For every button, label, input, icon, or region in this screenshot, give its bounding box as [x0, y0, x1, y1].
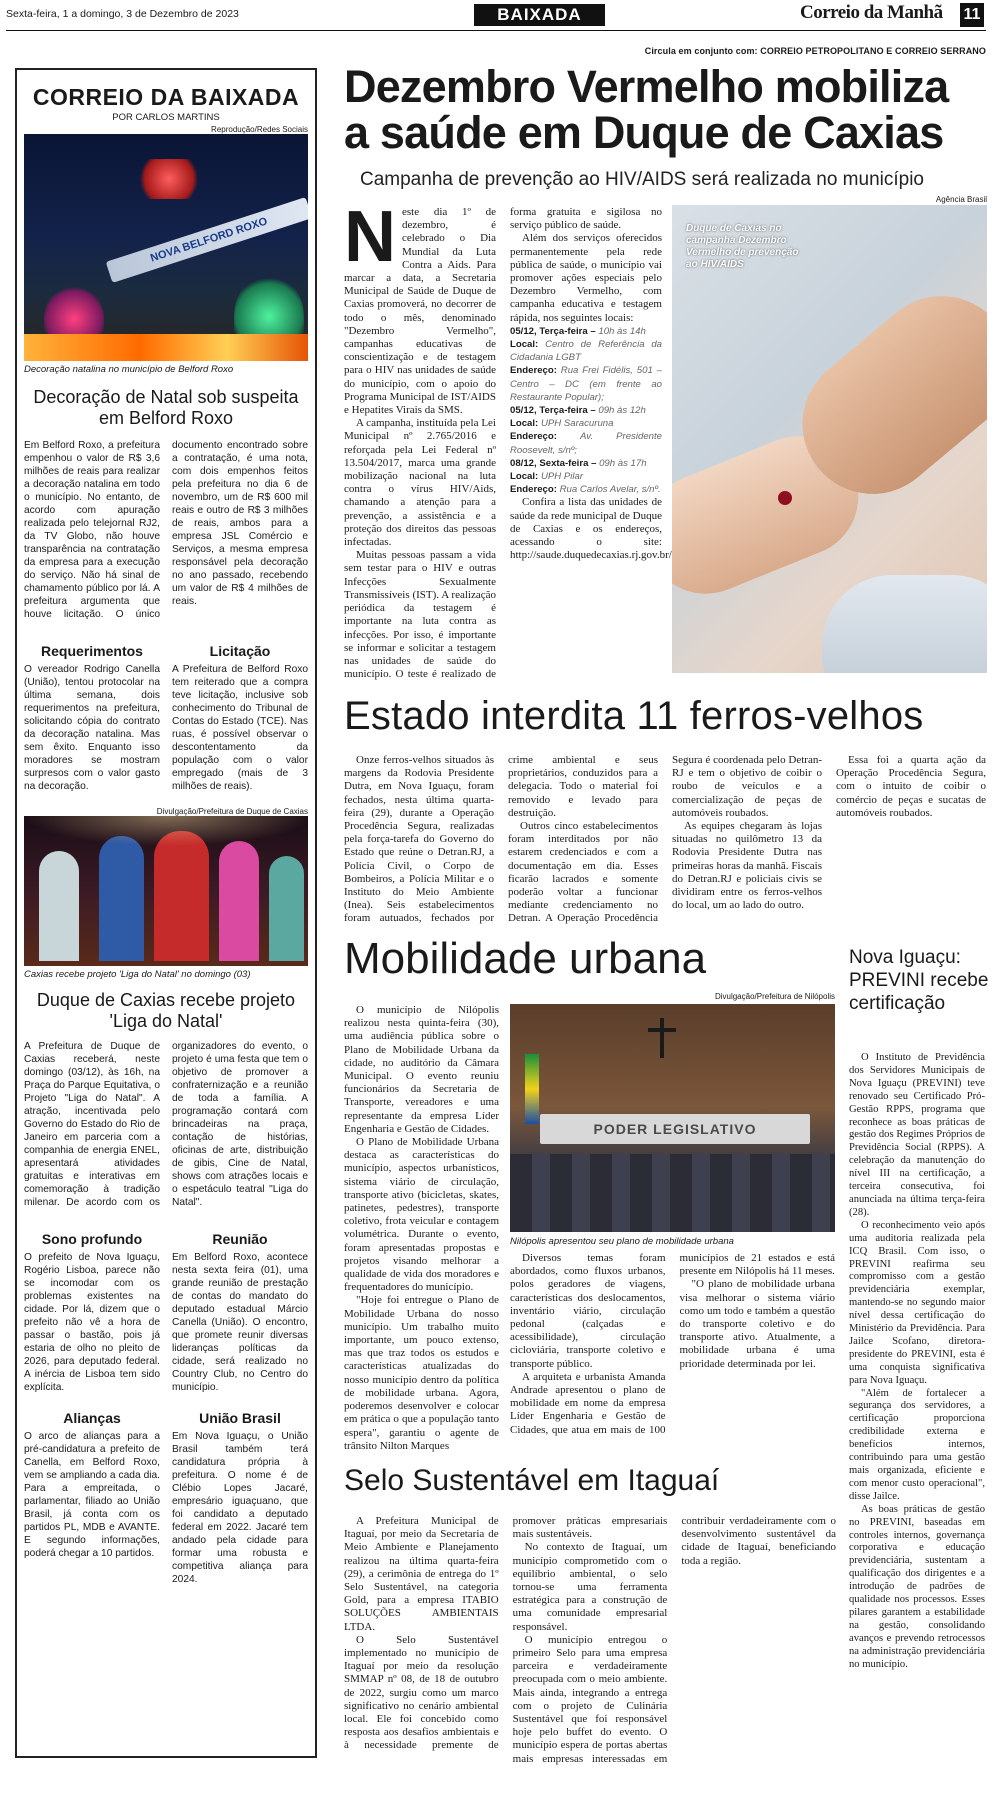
paragraph: O Plano de Mobilidade Urbana destaca as características do município, aspectos urbanísticos, sistema viário de circulação, transporte ativo (bicicletas, skates, patinetes, pedestres), transporte coletivo, frota veicular e contagem volumétrica. Durante o evento, foram apresentadas propostas e projetos visando melhorar a qualidade de vida dos moradores e frequentadores do município.	[344, 1136, 499, 1294]
photo-credit: Agência Brasil	[935, 195, 987, 204]
masthead-brand: Correio da Manhã	[800, 2, 943, 23]
previni-headline: Nova Iguaçu: PREVINI recebe certificação	[849, 947, 989, 1014]
blood-test-photo	[672, 205, 987, 673]
notes-row	[24, 643, 308, 793]
note-requerimentos	[24, 643, 160, 793]
note-text: A Prefeitura de Belford Roxo tem reiterado que a compra teve licitação, inclusive sob conhecimento do Tribunal de Contas do Estado (TCE). Nas ruas, é possível observar o descontentamento da população com o valor empregado (mais de 3 milhões de reais).	[172, 664, 308, 792]
note-uniao-brasil	[172, 1410, 308, 1586]
section-label: BAIXADA	[474, 4, 605, 26]
selo-headline: Selo Sustentável em Itaguaí	[344, 1464, 720, 1497]
paragraph: As equipes chegaram às lojas situadas no quilômetro 13 da Rodovia Presidente Dutra nas primeiras horas da manhã. Fiscais do Detran.RJ e policiais civis se dividiram entre os ferros-velhos do local, um ao lado do outro.	[672, 820, 822, 912]
notes-row	[24, 1231, 308, 1394]
note-text: Em Nova Iguaçu, o União Brasil também terá candidatura própria à prefeitura. O nome é de Clébio Lopes Jacaré, empresário iguaçuano, que foi candidato a deputado federal em 2022. Jacaré tem andado pela cidade para formar uma robusta e competitiva aliança para 2024.	[172, 1431, 308, 1585]
event-item: 05/12, Terça-feira – 09h às 12h Local: UPH Saracuruna Endereço: Av. Presidente Roosevelt, s/nº;	[510, 405, 662, 456]
selo-body	[344, 1515, 836, 1775]
paragraph: Confira a lista das unidades de saúde da rede municipal de Duque de Caxias e os endereços, acessando o site: http://saude.duquedecaxias.rj.gov.br/	[510, 496, 672, 562]
paragraph: O Selo Sustentável implementado no município de Itaguaí por meio da resolução SMMAP nº 08, de 18 de outubro de 2022, surgiu como um marco significativo no cenário ambiental local. Ele foi concebido como resposta aos desafios ambientais e à necessidade premente de promover práticas empresariais mais sustentáveis.	[344, 1515, 668, 1752]
mobilidade-headline: Mobilidade urbana	[344, 934, 707, 983]
santa-performer	[154, 831, 209, 961]
circulation-note: Circula em conjunto com: CORREIO PETROPOLITANO E CORREIO SERRANO	[644, 46, 986, 56]
note-sono-profundo	[24, 1231, 160, 1394]
paragraph: O município de Nilópolis realizou nesta quinta-feira (30), uma audiência pública sobre o Plano de Mobilidade Urbana da cidade, no auditório da Câmara Municipal. O evento reuniu funcionários da Secretaria de Transporte, vereadores e uma representante da empresa Líder Engenharia e Gestão de Cidades.	[344, 1004, 499, 1135]
paragraph: Muitas pessoas passam a vida sem testar para o HIV e outras Infecções Sexualmente Transmissíveis (IST). A realização periódica da testagem é importante na luta contra as infecções. Por isso, é importante se informar e solicitar a testagem nas unidades de saúde do município. O teste é realizado de forma gratuita e sigilosa no serviço público de saúde.	[344, 206, 662, 681]
council-photo	[510, 1004, 835, 1232]
note-licitacao	[172, 643, 308, 793]
paragraph: "Hoje foi entregue o Plano de Mobilidade Urbana do nosso município. Um trabalho muito importante, um pouco extenso, mas que traz todos os estudos e características atualizadas do nosso município dentro da política de mobilidade urbana. Agora, poderemos desenvolver e colocar em prática o que a população tanto espera", garantiu o agente de trânsito Nilton Marques	[344, 1294, 499, 1452]
crucifix	[660, 1018, 664, 1058]
sign-text: NOVA BELFORD ROXO	[149, 215, 269, 265]
notes-row	[24, 1410, 308, 1586]
lead-body	[344, 197, 672, 684]
event-item: 05/12, Terça-feira – 10h às 14h Local: Centro de Referência da Cidadania LGBT Endereço: Rua Frei Fidélis, 501 – Centro – DC (em frente ao Restaurante Popular);	[510, 325, 663, 403]
belford-roxo-sign	[106, 197, 308, 283]
sidebar-title: CORREIO DA BAIXADA	[32, 84, 300, 110]
photo-credit: Divulgação/Prefeitura de Duque de Caxias	[156, 807, 308, 816]
story-headline: Decoração de Natal sob suspeita em Belford Roxo	[33, 387, 299, 428]
paragraph: No contexto de Itaguaí, um município comprometido com o equilíbrio ambiental, o selo tornou-se uma ferramenta estratégica para a construção de uma comunidade empresarial responsável.	[512, 1541, 668, 1633]
note-title: Licitação	[209, 643, 271, 659]
note-reuniao	[172, 1231, 308, 1394]
paragraph-text: este dia 1º de dezembro, é celebrado o Dia Mundial da Luta Contra a Aids. Para marcar a data, a Secretaria Municipal de Saúde de Duque de Caxias promoverá, no decorrer de todo o mês, denominado "Dezembro Vermelho", campanhas educativas de conscientização e de testagem para o HIV nas unidades de saúde do município, com o apoio do Programa Municipal de IST/AIDS e Hepatites Virais da SMS.	[344, 206, 496, 417]
note-text: O arco de alianças para a pré-candidatura a prefeito de Canella, em Belford Roxo, vem se ampliando a cada dia. Para a empreitada, o parlamentar, filiado ao União Brasil, já conta com os partidos PL, MDB e AVANTE. E segundo informações, poderá chegar a 10 partidos.	[24, 1431, 160, 1559]
mobilidade-col23	[510, 1252, 835, 1460]
paragraph: A Prefeitura de Duque de Caxias receberá, neste domingo (03/12), às 16h, na Praça do Parque Equitativa, o Projeto "Liga do Natal". A atração, incentivada pelo Governo do Estado do Rio de Janeiro em parceria com a companhia de energia ENEL, apresentará atividades gratuitas e interativas em comemoração à tradição milenar. De acordo com os organizadores do evento, o projeto é uma festa que tem o objetivo de promover a confraternização e a reunião de toda a família. A programação contará com brincadeiras na praça, contação de histórias, oficinas de arte, distribuição de gibis, Cine de Natal, shows com atrações locais e o espetáculo teatral "Liga do Natal".	[24, 1041, 308, 1208]
performer	[39, 851, 79, 961]
previni-body	[849, 1052, 985, 1777]
blood-drop	[778, 491, 792, 505]
liga-do-natal-photo	[24, 816, 308, 966]
issue-date: Sexta-feira, 1 a domingo, 3 de Dezembro de 2023	[6, 8, 239, 20]
paragraph: "Além de fortalecer a segurança dos servidores, a certificação proporciona credibilidade externa e benefícios internos, contribuindo para uma gestão mais organizada, eficiente e com menor custo operacional", disse Jailce.	[849, 1387, 985, 1502]
story-body	[24, 439, 308, 621]
christmas-lights-photo	[24, 134, 308, 361]
note-title: Requerimentos	[41, 643, 143, 659]
paragraph	[344, 197, 496, 417]
banner-text: PODER LEGISLATIVO	[593, 1121, 757, 1137]
legislative-banner	[540, 1114, 810, 1144]
header-rule	[6, 30, 986, 31]
glove	[822, 575, 987, 673]
paragraph: "O plano de mobilidade urbana visa melhorar o sistema viário como um todo e também a questão do transporte coletivo e do transporte ativo. Atualmente, a mobilidade urbana é uma prioridade determinada por lei.	[679, 1278, 835, 1370]
photo-credit: Reprodução/Redes Sociais	[211, 125, 308, 134]
photo-caption: Caxias recebe projeto 'Liga do Natal' no domingo (03)	[24, 969, 251, 980]
paragraph: A arquiteta e urbanista Amanda Andrade apresentou o plano de mobilidade em nome da empresa Líder Engenharia e Gestão de Cidades, que atua em mais de 100 municípios de 21 estados e está presente em Nilópolis há 11 meses.	[510, 1252, 835, 1436]
ferros-body	[344, 754, 986, 934]
paragraph: Essa foi a quarta ação da Operação Procedência Segura, com o intuito de coibir o comércio de peças e sucatas de automóveis roubados.	[836, 754, 986, 819]
paragraph: Outros cinco estabelecimentos foram interditados por não estarem credenciados e com a documentação em dia. Esses ficarão lacrados e somente poderão voltar a funcionar mediante credenciamento no Detran. A Operação Procedência Segura é coordenada pelo Detran-RJ e tem o objetivo de coibir o roubo de veículos e a comercialização de peças de automóveis roubados.	[508, 754, 822, 925]
note-title: Alianças	[63, 1410, 121, 1426]
paragraph: Em Belford Roxo, a prefeitura empenhou o valor de R$ 3,6 milhões de reais para realizar a decoração natalina em todo o município. No entanto, de acordo com apuração realizada pelo telejornal RJ2, da TV Globo, não houve transparência na contratação da empresa para a execução do serviço. Não há sinal de chamamento público por lá. A prefeitura argumenta que houve licitação. O único documento encontrado sobre a contratação, é uma nota, com dois empenhos feitos pela prefeitura no dia 6 de novembro, um de R$ 600 mil reais e outro de R$ 3 milhões de reais, ambos para a empresa JSL Comércio e Serviços, a mesma empresa responsável pela decoração no ano passado, recebendo um valor de R$ 4 milhões de reais.	[24, 440, 308, 620]
ferros-headline: Estado interdita 11 ferros-velhos	[344, 694, 924, 738]
story-body	[24, 1040, 308, 1209]
sidebar-byline: POR CARLOS MARTINS	[112, 112, 220, 123]
note-title: Sono profundo	[41, 1231, 143, 1247]
story-headline: Duque de Caxias recebe projeto 'Liga do Natal'	[36, 990, 296, 1031]
photo-credit: Divulgação/Prefeitura de Nilópolis	[714, 992, 835, 1001]
dropcap: N	[344, 197, 396, 277]
note-title: União Brasil	[199, 1410, 281, 1426]
lead-deck: Campanha de prevenção ao HIV/AIDS será realizada no município	[360, 169, 924, 190]
note-aliancas	[24, 1410, 160, 1560]
performer	[269, 856, 304, 961]
paragraph: O Instituto de Previdência dos Servidores Municipais de Nova Iguaçu (PREVINI) teve renovado seu Certificado Pró-Gestão RPPS, programa que reconhece as boas práticas de gestão dos Regimes Próprios de Previdência Social (RPPS). A celebração da manutenção do nível III na certificação, a terceira consecutiva, foi anunciada na última terça-feira (28).	[849, 1052, 985, 1218]
page-number: 11	[960, 3, 984, 27]
event-listing	[510, 325, 662, 497]
note-text: Em Belford Roxo, acontece nesta sexta feira (01), uma grande reunião de prestação de contas do mandato do deputado estadual Márcio Canella (União). O encontro, que promete reunir diversas lideranças políticas da cidade, será realizado no Country Club, no Centro do município.	[172, 1252, 308, 1393]
photo-caption: Nilópolis apresentou seu plano de mobilidade urbana	[510, 1236, 734, 1247]
street-lights	[24, 334, 308, 361]
paragraph: A campanha, instituída pela Lei Municipal nº 2.765/2016 e reforçada pela Lei Federal nº 13.504/2017, marca uma grande mobilização nacional na luta contra o vírus HIV/Aids, chamando a atenção para a prevenção, a assistência e a proteção dos direitos das pessoas infectadas.	[344, 417, 496, 549]
note-text: O vereador Rodrigo Canella (União), tentou protocolar na última semana, dois requerimentos na prefeitura, solicitando cópia do contrato da decoração natalina. Mas sem êxito. Enquanto isso moradores se mostram surpresos com o valor gasto na decoração.	[24, 664, 160, 792]
event-item: 08/12, Sexta-feira – 09h às 17h Local: UPH Pilar Endereço: Rua Carlos Avelar, s/nº.	[510, 457, 661, 496]
paragraph: Onze ferros-velhos situados às margens da Rodovia Presidente Dutra, em Nova Iguaçu, foram fechados, nesta última quarta-feira (29), durante a Operação Procedência Segura, realizadas pela força-tarefa do Governo do Estado que reúne o Detran.RJ, a Polícia Civil, o Corpo de Bombeiros, a Polícia Militar e o Instituto do Meio Ambiente (Inea). Seis estabelecimentos foram autuados, fechados por crime ambiental e seus proprietários, conduzidos para a delegacia. Todo o material foi removido e levado para destruição.	[344, 754, 658, 925]
performer	[99, 836, 144, 961]
sidebar-column	[15, 68, 317, 1758]
photo-caption: Duque de Caxias no campanha Dezembro Vermelho de prevenção ao HIV/AIDS	[686, 223, 799, 270]
flag-brazil	[525, 1054, 539, 1124]
paragraph: Além dos serviços oferecidos permanentemente pela rede pública de saúde, o município vai promover ações especiais pelo Dezembro Vermelho, com campanha educativa e testagem rápida, nos seguintes locais:	[510, 232, 662, 324]
performer	[219, 841, 259, 961]
feliz-natal-sign	[134, 159, 204, 199]
paragraph: Diversos temas foram abordados, como fluxos urbanos, polos geradores de viagens, características dos deslocamentos, inventário viário, circulação pedonal (calçadas e acessibilidade), circulação cicloviária, transporte coletivo e transporte público.	[510, 1252, 666, 1370]
audience	[510, 1154, 835, 1232]
lead-headline: Dezembro Vermelho mobiliza a saúde em Duque de Caxias	[344, 61, 949, 158]
photo-caption: Decoração natalina no município de Belford Roxo	[24, 364, 234, 375]
paragraph: O reconhecimento veio após uma auditoria realizada pela ICQ Brasil. Com isso, o PREVINI reafirma seu compromisso com a gestão previdenciária exemplar, mantendo-se no segundo maior nível dessa certificação do Ministério da Previdência. Para Jailce Scofano, diretora-presidente do PREVINI, esta é uma conquista significativa para Nova Iguaçu.	[849, 1219, 985, 1386]
paragraph: O município entregou o primeiro Selo para uma empresa parceira e verdadeiramente preocupada com o meio ambiente. Mais ainda, integrando a entrega com o projeto de Culinária Sustentável que foi responsável hoje pelo buffet do evento. O município espera de portas abertas mais empresas interessadas em contribuir verdadeiramente com o desenvolvimento sustentável da cidade de Itaguaí, beneficiando toda a região.	[512, 1515, 836, 1765]
crucifix-bar	[648, 1028, 676, 1032]
mobilidade-col1	[344, 1004, 499, 1459]
note-title: Reunião	[212, 1231, 268, 1247]
paragraph: A Prefeitura Municipal de Itaguaí, por meio da Secretaria de Meio Ambiente e Planejamento realizou na última quarta-feira (29), a cerimônia de entrega do 1º Selo Sustentável, na categoria Gold, para a empresa ITABIO SOLUÇÕES AMBIENTAIS LTDA.	[344, 1515, 499, 1633]
paragraph: As boas práticas de gestão no PREVINI, baseadas em controles internos, governança corporativa e educação previdenciária, sustentam a qualificação dos dirigentes e a introdução de padrões de qualidade nos processos. Esses pilares garantem a estabilidade na gestão, consolidando avanços e prevendo retrocessos na administração previdenciária no município.	[849, 1503, 985, 1670]
note-text: O prefeito de Nova Iguaçu, Rogério Lisboa, parece não se incomodar com os problemas existentes na cidade. Por lá, dizem que o prefeito não vê a hora de passar o bastão, pois já estaria de olho no pleito de 2026, para deputado federal. A inércia de Lisboa tem sido explícita.	[24, 1252, 160, 1393]
stage-light	[24, 816, 308, 846]
